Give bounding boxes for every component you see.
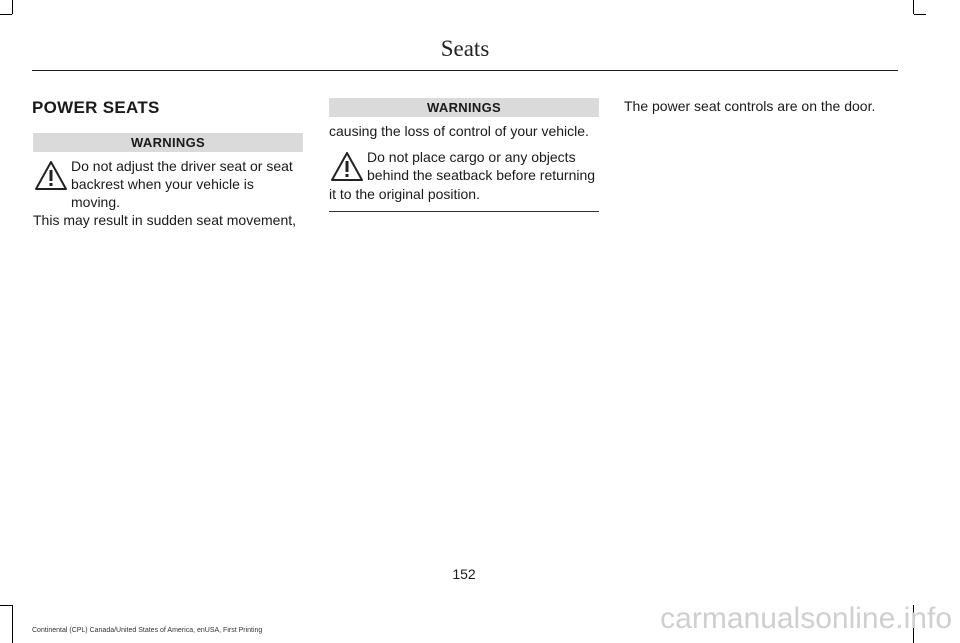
watermark: carmanualsonline.info [660, 602, 952, 635]
warnings-heading: WARNINGS [33, 133, 303, 152]
warning-triangle-icon [329, 149, 365, 185]
warning-line: Do not adjust the driver seat or seat [71, 158, 293, 174]
footer-printing-info: Continental (CPL) Canada/United States of America, enUSA, First Printing [32, 627, 263, 634]
warning-text-block [33, 157, 303, 211]
warning-line: behind the seatback before returning [367, 167, 596, 183]
column-2 [329, 98, 599, 212]
warning-text-block [329, 148, 599, 185]
warning-triangle-icon [33, 158, 69, 194]
page-title: Seats [440, 36, 490, 61]
crop-mark-bottom-left-h [0, 605, 12, 606]
crop-mark-top-right-v [913, 0, 914, 14]
warnings-end-rule [329, 211, 599, 212]
body-text: The power seat controls are on the door. [624, 98, 876, 114]
warning-line: backrest when your vehicle is moving. [71, 176, 254, 210]
column-1 [33, 133, 303, 229]
warning-continuation: causing the loss of control of your vehicle. [329, 123, 589, 139]
page-number: 152 [452, 566, 476, 582]
warning-line: This may result in sudden seat movement, [33, 212, 297, 228]
header-rule [32, 70, 898, 71]
section-title: POWER SEATS [32, 98, 160, 117]
crop-mark-top-right-h [914, 14, 926, 15]
warnings-heading: WARNINGS [329, 98, 599, 117]
crop-mark-bottom-left-v [12, 605, 13, 643]
warning-line: Do not place cargo or any objects [367, 149, 576, 165]
crop-mark-top-left-h [0, 14, 12, 15]
crop-mark-top-left-v [12, 0, 13, 14]
column-3 [624, 97, 914, 115]
warning-line: it to the original position. [329, 186, 480, 202]
